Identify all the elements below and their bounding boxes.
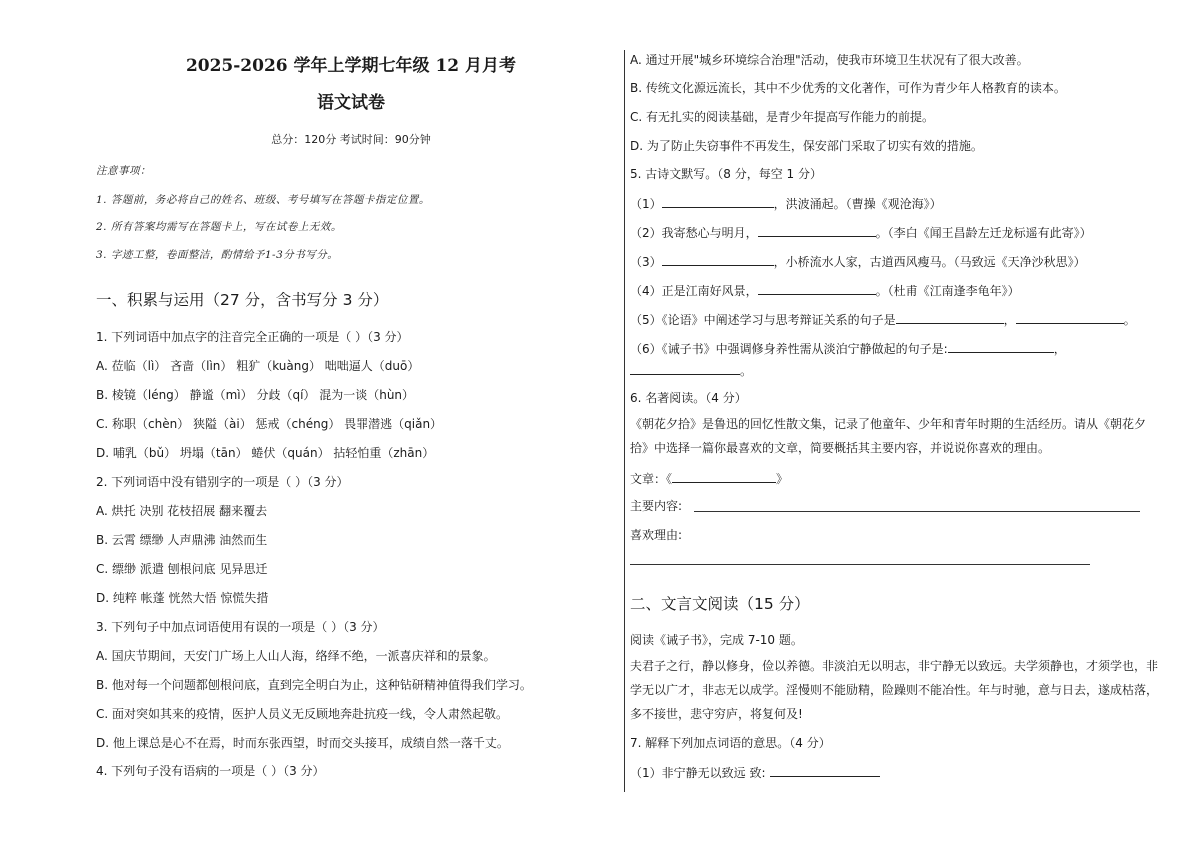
- q5-item-6-cont: 。: [630, 362, 752, 379]
- reason-answer-line[interactable]: [630, 564, 1090, 565]
- q3-option-a: A. 国庆节期间，天安门广场上人山人海，络绎不绝，一派喜庆祥和的景象。: [96, 649, 496, 663]
- answer-blank[interactable]: [758, 282, 876, 295]
- q7-item-1: （1）非宁静无以致远 致:: [630, 764, 880, 781]
- q3-option-c: C. 面对突如其来的疫情，医护人员义无反顾地奔赴抗疫一线，令人肃然起敬。: [96, 707, 509, 721]
- answer-blank[interactable]: [662, 195, 774, 208]
- article-blank[interactable]: [672, 470, 776, 483]
- q3-option-d: D. 他上课总是心不在焉，时而东张西望，时而交头接耳，成绩自然一落千丈。: [96, 736, 509, 750]
- exam-subject: 语文试卷: [317, 93, 385, 113]
- q2-option-b: B. 云霄 缥缈 人声鼎沸 油然而生: [96, 533, 268, 547]
- q5-item-4: （4）正是江南好风景， 。（杜甫《江南逢李龟年》）: [630, 284, 1020, 298]
- q6-stem: 6. 名著阅读。（4 分）: [630, 391, 747, 405]
- q5-item-1: （1） ，洪波涌起。（曹操《观沧海》）: [630, 197, 942, 211]
- q1-option-d: D. 哺乳（bǔ） 坍塌（tān） 蜷伏（quán） 拈轻怕重（zhān）: [96, 446, 435, 460]
- note-item: 2. 所有答案均需写在答题卡上，写在试卷上无效。: [96, 221, 342, 233]
- column-divider: [624, 50, 625, 792]
- q2-stem: 2. 下列词语中没有错别字的一项是（ ）（3 分）: [96, 475, 349, 489]
- answer-blank[interactable]: [770, 764, 880, 777]
- answer-blank[interactable]: [662, 253, 774, 266]
- answer-blank[interactable]: [758, 224, 876, 237]
- q5-item-6: （6）《诫子书》中强调修身养性需从淡泊宁静做起的句子是: ，: [630, 342, 1066, 356]
- exam-meta: 总分：120分 考试时间：90分钟: [271, 133, 431, 146]
- q5-item-5: （5）《论语》中阐述学习与思考辩证关系的句子是 ， 。: [630, 313, 1136, 327]
- q4-option-c: C. 有无扎实的阅读基础，是青少年提高写作能力的前提。: [630, 110, 935, 124]
- answer-blank[interactable]: [1016, 311, 1124, 324]
- q6-content-label: 主要内容:: [630, 499, 683, 513]
- q7-stem: 7. 解释下列加点词语的意思。（4 分）: [630, 736, 831, 750]
- q4-option-b: B. 传统文化源远流长，其中不少优秀的文化著作，可作为青少年人格教育的读本。: [630, 81, 1066, 95]
- section2-heading: 二、文言文阅读（15 分）: [630, 595, 810, 613]
- section1-heading: 一、积累与运用（27 分，含书写分 3 分）: [96, 291, 389, 309]
- answer-blank[interactable]: [630, 362, 740, 375]
- note-item: 3. 字迹工整，卷面整洁，酌情给予1-3分书写分。: [96, 249, 339, 261]
- q1-option-c: C. 称职（chèn） 狭隘（ài） 惩戒（chéng） 畏罪潜逃（qiǎn）: [96, 417, 443, 431]
- answer-blank[interactable]: [896, 311, 1004, 324]
- q4-option-d: D. 为了防止失窃事件不再发生，保安部门采取了切实有效的措施。: [630, 139, 983, 153]
- q3-stem: 3. 下列句子中加点词语使用有误的一项是（ ）（3 分）: [96, 620, 385, 634]
- q2-option-a: A. 烘托 决别 花枝招展 翻来覆去: [96, 504, 268, 518]
- q5-stem: 5. 古诗文默写。（8 分，每空 1 分）: [630, 167, 822, 181]
- notes-heading: 注意事项：: [96, 165, 151, 177]
- q6-reason-label: 喜欢理由:: [630, 528, 683, 542]
- q2-option-d: D. 纯粹 帐蓬 恍然大悟 惊慌失措: [96, 591, 269, 605]
- q4-option-a: A. 通过开展"城乡环境综合治理"活动，使我市环境卫生状况有了很大改善。: [630, 53, 1029, 67]
- section2-intro: 阅读《诫子书》，完成 7-10 题。: [630, 633, 803, 647]
- q4-stem: 4. 下列句子没有语病的一项是（ ）（3 分）: [96, 764, 325, 778]
- q1-stem: 1. 下列词语中加点字的注音完全正确的一项是（ ）（3 分）: [96, 330, 409, 344]
- exam-title: 2025-2026 学年上学期七年级 12 月月考: [185, 56, 517, 76]
- answer-blank[interactable]: [948, 340, 1054, 353]
- q1-option-a: A. 莅临（lì） 吝啬（lìn） 粗犷（kuàng） 咄咄逼人（duō）: [96, 359, 420, 373]
- q2-option-c: C. 缥缈 派遣 刨根问底 见异思迁: [96, 562, 268, 576]
- classical-passage: 夫君子之行，静以修身，俭以养德。非淡泊无以明志，非宁静无以致远。夫学须静也，才须学也，非学无以广才，非志无以成学。淫慢则不能励精，险躁则不能冶性。年与时驰，意与日去，遂成枯落，多不接世，悲守穷庐，将复何及!: [630, 659, 1159, 721]
- q3-option-b: B. 他对每一个问题都刨根问底，直到完全明白为止，这种钻研精神值得我们学习。: [96, 678, 532, 692]
- note-item: 1. 答题前，务必将自己的姓名、班级、考号填写在答题卡指定位置。: [96, 194, 430, 206]
- q5-item-2: （2）我寄愁心与明月， 。（李白《闻王昌龄左迁龙标遥有此寄》）: [630, 226, 1092, 240]
- q6-article: 文章：《 》: [630, 472, 789, 486]
- content-answer-line[interactable]: [694, 511, 1140, 512]
- q1-option-b: B. 棱镜（léng） 静谧（mì） 分歧（qí） 混为一谈（hùn）: [96, 388, 415, 402]
- q5-item-3: （3） ，小桥流水人家，古道西风瘦马。（马致远《天净沙秋思》）: [630, 255, 1086, 269]
- q6-body: 《朝花夕拾》是鲁迅的回忆性散文集，记录了他童年、少年和青年时期的生活经历。请从《朝花夕拾》中选择一篇你最喜欢的文章，简要概括其主要内容，并说说你喜欢的理由。: [630, 417, 1147, 455]
